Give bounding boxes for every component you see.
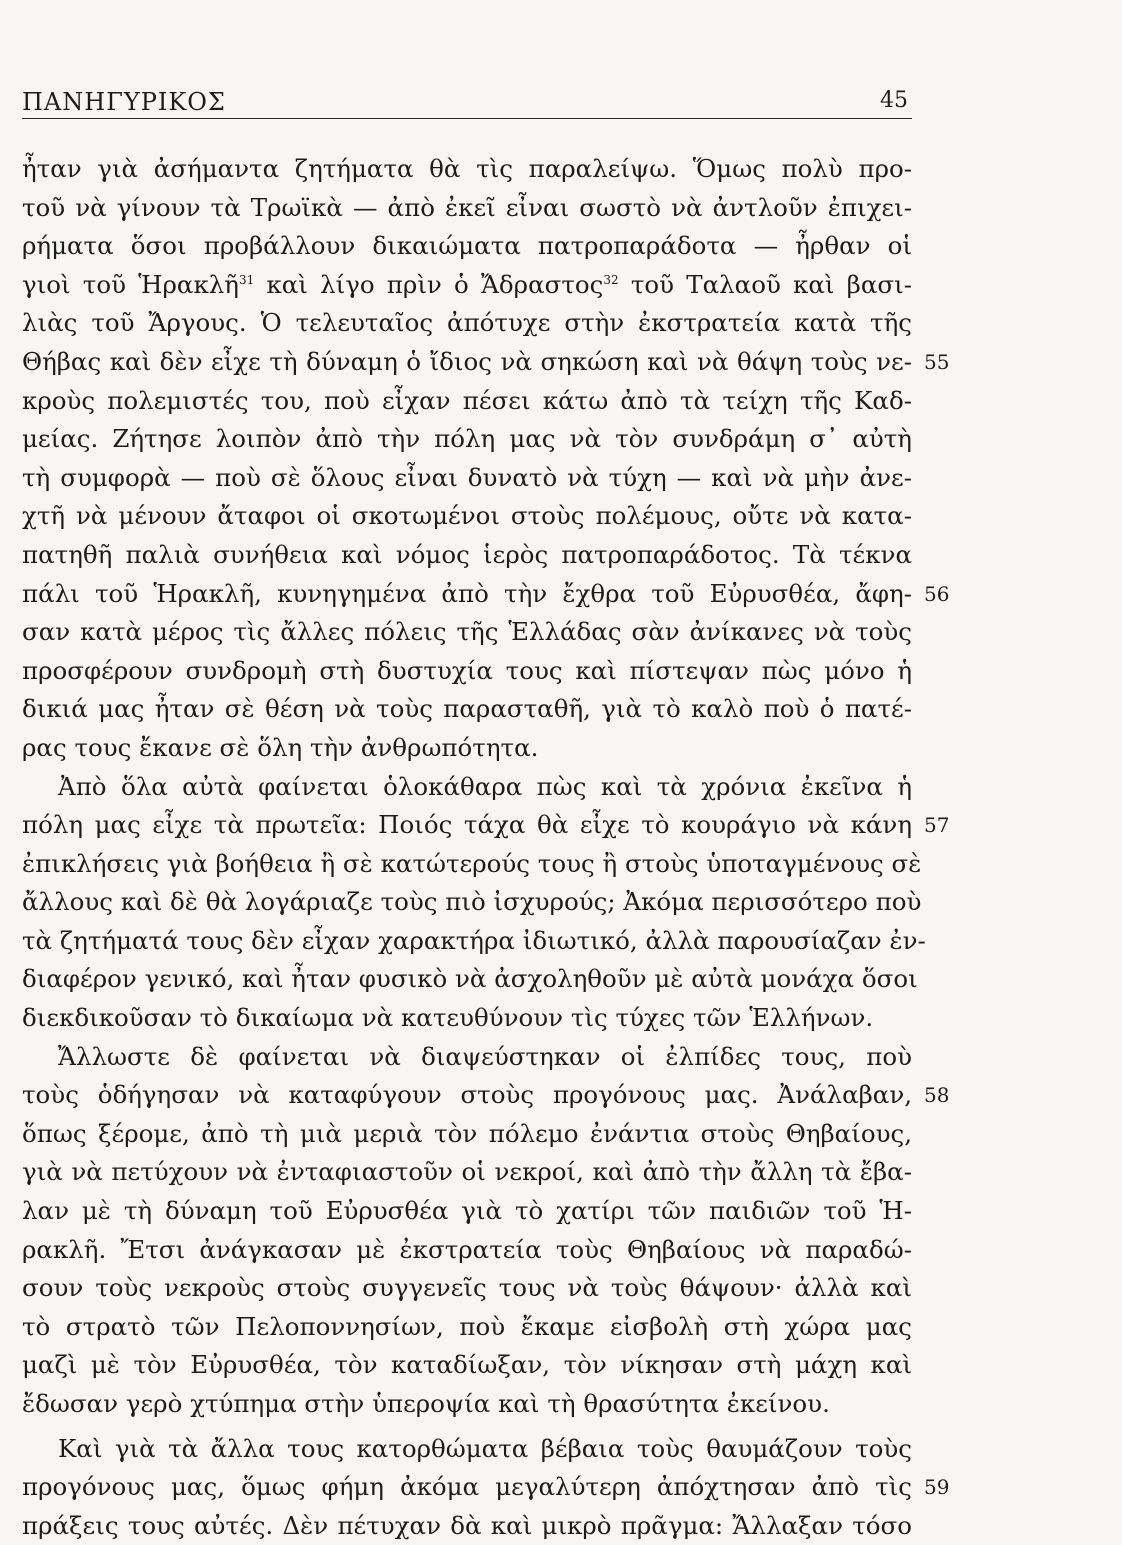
section-number: 58 [924, 1083, 950, 1108]
text-segment: τοῦ Ταλαοῦ καὶ βασι- [618, 269, 912, 299]
text-body [22, 150, 950, 1545]
text-line: πράξεις τους αὐτές. Δὲν πέτυχαν δὰ καὶ μικρὸ πρᾶγμα: Ἄλλαξαν τόσο [22, 1510, 912, 1540]
text-segment: καὶ λίγο πρὶν ὁ Ἄδραστος [254, 269, 604, 299]
text-line: χτῆ νὰ μένουν ἄταφοι οἱ σκοτωμένοι στοὺς πολέμους, οὔτε νὰ κατα- [22, 501, 912, 531]
text-line: Θήβας καὶ δὲν εἶχε τὴ δύναμη ὁ ἴδιος νὰ σηκώση καὶ νὰ θάψη τοὺς νε- [22, 346, 912, 376]
running-header [22, 80, 912, 120]
text-line: πόλη μας εἶχε τὰ πρωτεῖα: Ποιός τάχα θὰ εἶχε τὸ κουράγιο νὰ κάνη [22, 810, 912, 840]
text-segment: γιοὶ τοῦ Ἡρακλῆ [22, 269, 239, 299]
section-number: 57 [924, 813, 950, 838]
text-line: τοὺς ὁδήγησαν νὰ καταφύγουν στοὺς προγόνους μας. Ἀνάλαβαν, [22, 1080, 912, 1110]
text-line: μαζὶ μὲ τὸν Εὐρυσθέα, τὸν καταδίωξαν, τὸν νίκησαν στὴ μάχη καὶ [22, 1350, 912, 1380]
line-text: πατηθῆ παλιὰ συνήθεια καὶ νόμος ἱερὸς πατροπαράδοτος. Τὰ τέκνα [22, 539, 912, 569]
text-line: σαν κατὰ μέρος τὶς ἄλλες πόλεις τῆς Ἑλλάδας σὰν ἀνίκανες νὰ τοὺς [22, 617, 912, 647]
text-line: διεκδικοῦσαν τὸ δικαίωμα νὰ κατευθύνουν τὶς τύχες τῶν Ἑλλήνων. [22, 1003, 874, 1033]
line-text: Ἀπὸ ὅλα αὐτὰ φαίνεται ὁλοκάθαρα πὼς καὶ τὰ χρόνια ἐκεῖνα ἡ [58, 771, 912, 801]
text-line: ἔδωσαν γερὸ χτύπημα στὴν ὑπεροψία καὶ τὴ θρασύτητα ἐκείνου. [22, 1389, 830, 1418]
text-line: κροὺς πολεμιστές του, ποὺ εἶχαν πέσει κάτω ἀπὸ τὰ τείχη τῆς Καδ- [22, 385, 912, 415]
text-line: ἦταν γιὰ ἀσήμαντα ζητήματα θὰ τὶς παραλείψω. Ὅμως πολὺ προ- [22, 154, 912, 183]
section-number: 59 [924, 1475, 950, 1500]
line-text: Ἄλλωστε δὲ φαίνεται νὰ διαψεύστηκαν οἱ ἐλπίδες τους, ποὺ [58, 1041, 912, 1071]
text-line: ρήματα ὅσοι προβάλλουν δικαιώματα πατροπαράδοτα — ἦρθαν οἱ [22, 231, 912, 261]
text-line: προγόνους μας, ὅμως φήμη ἀκόμα μεγαλύτερη ἀπόχτησαν ἀπὸ τὶς [22, 1472, 912, 1502]
page-number: 45 [880, 88, 908, 113]
text-line: ἄλλους καὶ δὲ θὰ λογάριαζε τοὺς πιὸ ἰσχυρούς; Ἀκόμα περισσότερο ποὺ [22, 887, 922, 917]
text-line: τὴ συμφορὰ — ποὺ σὲ ὅλους εἶναι δυνατὸ νὰ τύχη — καὶ νὰ μὴν ἀνε- [22, 462, 912, 492]
text-line: τὰ ζητήματά τους δὲν εἶχαν χαρακτήρα ἰδιωτικό, ἀλλὰ παρουσίαζαν ἐν- [22, 925, 926, 955]
text-line: διαφέρον γενικό, καὶ ἦταν φυσικὸ νὰ ἀσχοληθοῦν μὲ αὐτὰ μονάχα ὅσοι [22, 964, 918, 994]
text-line: ὅπως ξέρομε, ἀπὸ τὴ μιὰ μεριὰ τὸν πόλεμο ἐνάντια στοὺς Θηβαίους, [22, 1118, 912, 1148]
text-line: προσφέρουν συνδρομὴ στὴ δυστυχία τους καὶ πίστεψαν πὼς μόνο ἡ [22, 655, 912, 685]
section-number: 55 [924, 349, 950, 374]
text-line: γιὰ νὰ πετύχουν νὰ ἐνταφιαστοῦν οἱ νεκροί, καὶ ἀπὸ τὴν ἄλλη τὰ ἔβα- [22, 1157, 912, 1187]
text-line: ρακλῆ. Ἔτσι ἀνάγκασαν μὲ ἐκστρατεία τοὺς Θηβαίους νὰ παραδώ- [22, 1234, 912, 1264]
section-number: 56 [924, 581, 950, 606]
footnote-ref: 31 [238, 272, 255, 287]
text-line: δικιά μας ἦταν σὲ θέση νὰ τοὺς παρασταθῆ, γιὰ τὸ καλὸ ποὺ ὁ πατέ- [22, 694, 912, 724]
header-rule [22, 118, 912, 119]
text-line-with-footnotes [22, 266, 912, 305]
text-line: τοῦ νὰ γίνουν τὰ Τρωϊκὰ — ἀπὸ ἐκεῖ εἶναι σωστὸ νὰ ἀντλοῦν ἐπιχει- [22, 192, 912, 222]
text-line: λαν μὲ τὴ δύναμη τοῦ Εὐρυσθέα γιὰ τὸ χατίρι τῶν παιδιῶν τοῦ Ἡ- [22, 1196, 912, 1226]
text-line: ἐπικλήσεις γιὰ βοήθεια ἢ σὲ κατώτερούς τους ἢ στοὺς ὑποταγμένους σὲ [22, 848, 922, 878]
line-text: λιὰς τοῦ Ἄργους. Ὁ τελευταῖος ἀπότυχε στὴν ἐκστρατεία κατὰ τῆς [22, 308, 912, 338]
running-title: ΠΑΝΗΓΥΡΙΚΟΣ [22, 88, 226, 116]
text-line: μείας. Ζήτησε λοιπὸν ἀπὸ τὴν πόλη μας νὰ τὸν συνδράμη σ᾽ αὐτὴ [22, 424, 912, 454]
text-line: σουν τοὺς νεκροὺς στοὺς συγγενεῖς τους νὰ τοὺς θάψουν· ἀλλὰ καὶ [22, 1273, 912, 1303]
footnote-ref: 32 [603, 272, 619, 287]
text-line: πάλι τοῦ Ἡρακλῆ, κυνηγημένα ἀπὸ τὴν ἔχθρα τοῦ Εὐρυσθέα, ἄφη- [22, 578, 912, 608]
line-text: Καὶ γιὰ τὰ ἄλλα τους κατορθώματα βέβαια τοὺς θαυμάζουν τοὺς [58, 1433, 912, 1463]
text-line: τὸ στρατὸ τῶν Πελοποννησίων, ποὺ ἔκαμε εἰσβολὴ στὴ χώρα μας [22, 1311, 912, 1341]
text-line: ρας τους ἔκανε σὲ ὅλη τὴν ἀνθρωπότητα. [22, 732, 539, 762]
